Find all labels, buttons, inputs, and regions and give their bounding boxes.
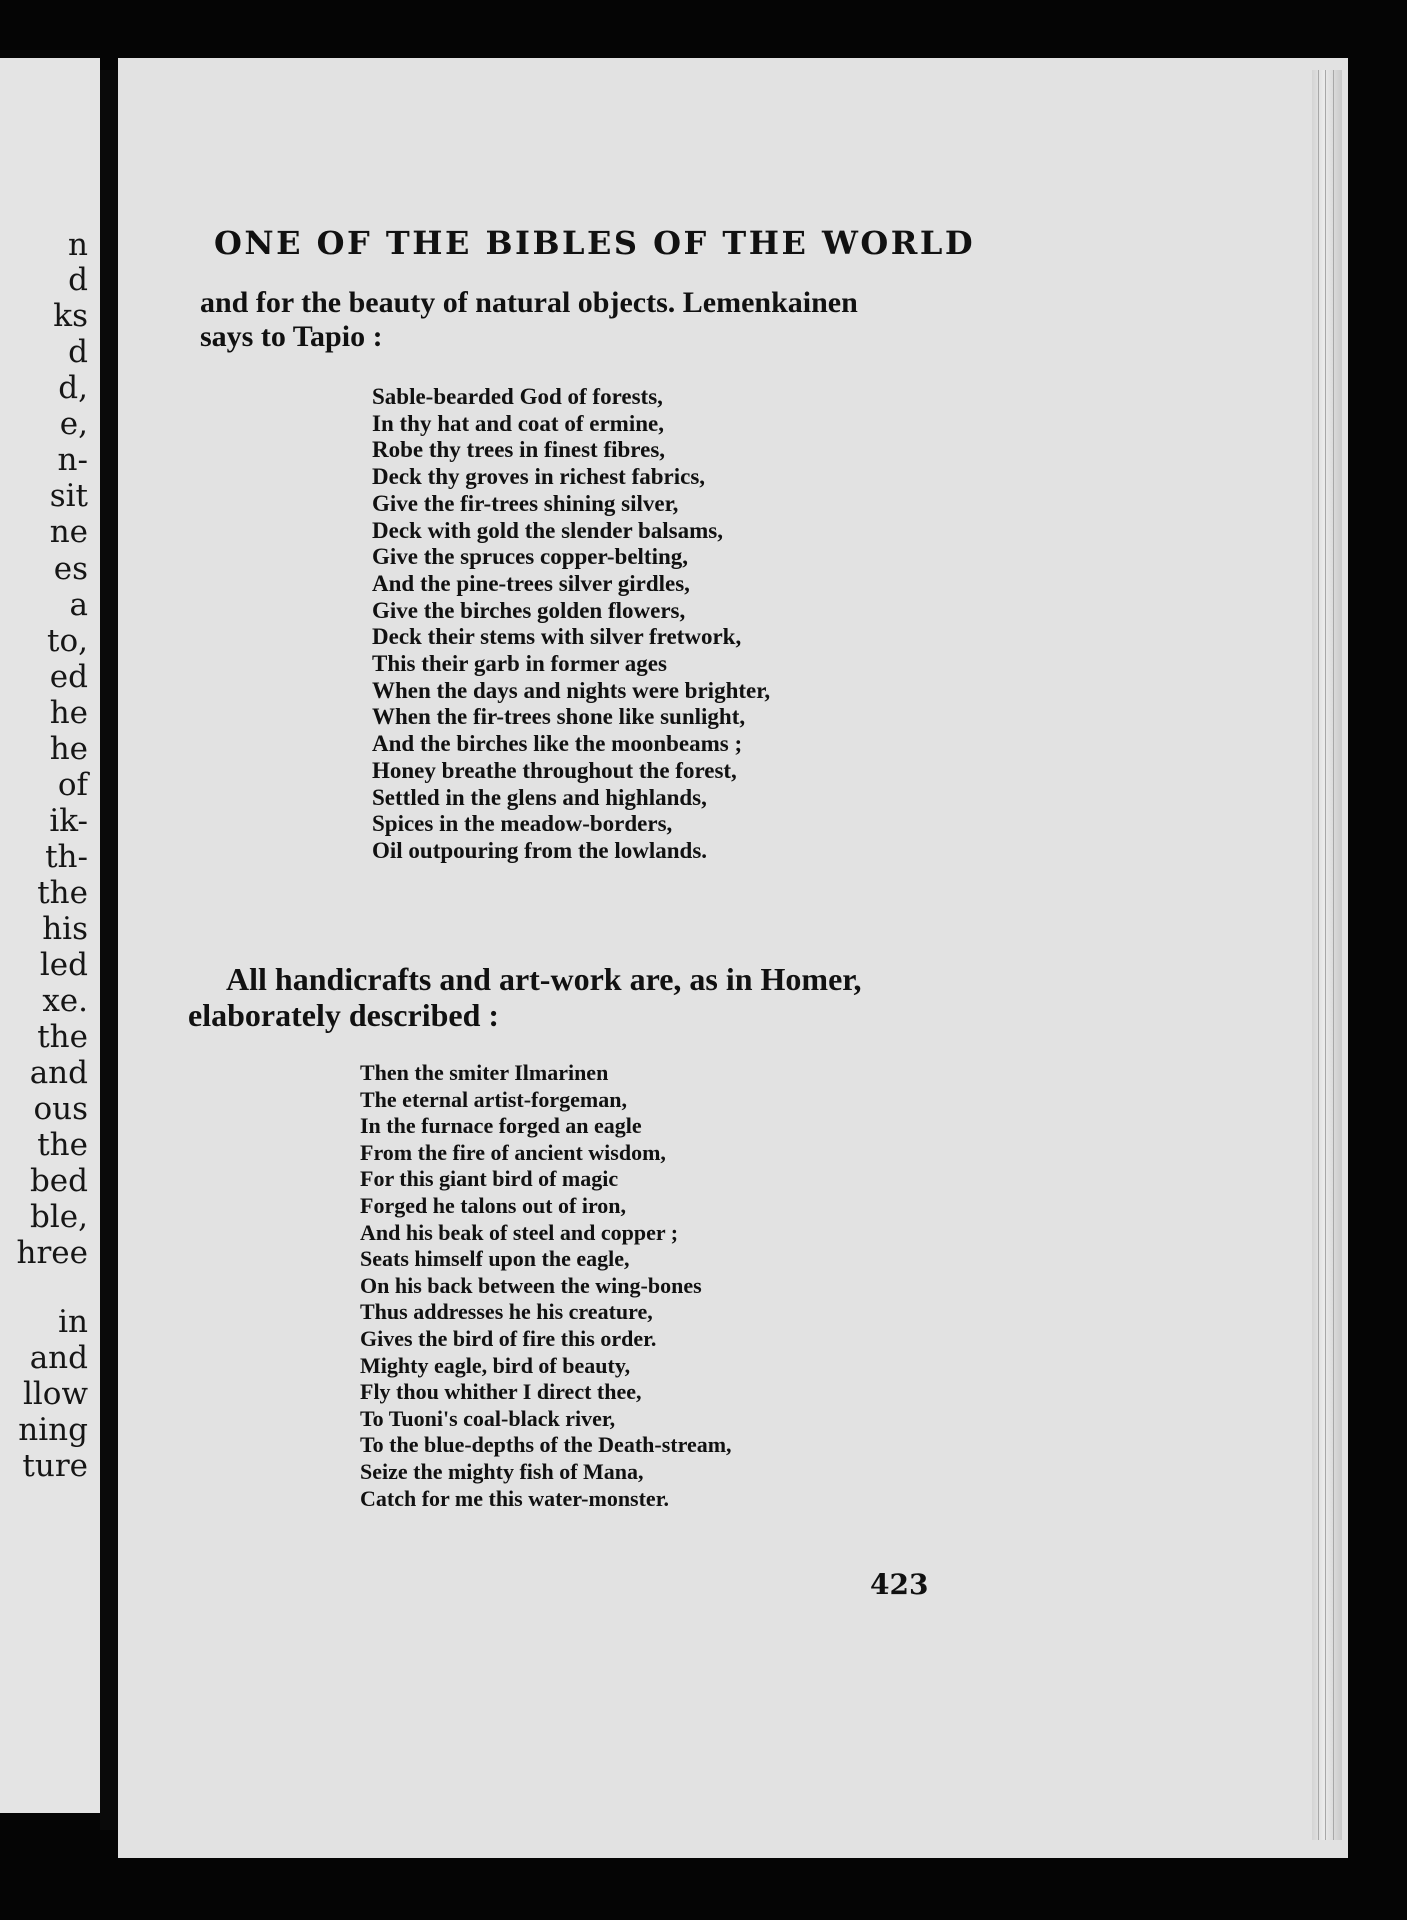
verse-block-tapio bbox=[372, 384, 770, 865]
intro-paragraph bbox=[200, 286, 1060, 354]
left-page-text-fragment: the bbox=[37, 1019, 88, 1055]
verse-line: Deck thy groves in richest fabrics, bbox=[372, 464, 706, 490]
book-gutter bbox=[100, 70, 118, 1830]
verse-line: Robe thy trees in finest fibres, bbox=[372, 437, 666, 463]
left-page-text-fragment: d bbox=[68, 262, 88, 298]
verse-line: Seats himself upon the eagle, bbox=[360, 1246, 630, 1272]
verse-line: Deck with gold the slender balsams, bbox=[372, 517, 723, 543]
left-page-text-fragment: xe. bbox=[42, 983, 88, 1019]
left-page-text-fragment: in bbox=[58, 1304, 88, 1340]
verse-line: Fly thou whither I direct thee, bbox=[360, 1379, 642, 1405]
left-page-text-fragment: d, bbox=[58, 370, 88, 406]
intro-line-1: and for the beauty of natural objects. Lemenkainen bbox=[200, 286, 858, 319]
left-page-text-fragment: ture bbox=[22, 1448, 88, 1484]
left-page-text-fragment: sit bbox=[49, 478, 88, 514]
left-page-text-fragment: ed bbox=[49, 659, 88, 695]
left-page-text-fragment: llow bbox=[22, 1376, 88, 1412]
page-number: 423 bbox=[870, 1568, 929, 1601]
left-page-text-fragment: ous bbox=[33, 1091, 88, 1127]
verse-line: To the blue-depths of the Death-stream, bbox=[360, 1432, 732, 1458]
verse-line: Oil outpouring from the lowlands. bbox=[372, 837, 708, 863]
left-page-text-fragment: his bbox=[42, 911, 88, 947]
verse-line: Gives the bird of fire this order. bbox=[360, 1325, 657, 1351]
left-page-text-fragment: n bbox=[68, 227, 88, 263]
verse-line: In the furnace forged an eagle bbox=[360, 1113, 642, 1139]
running-header: ONE OF THE BIBLES OF THE WORLD bbox=[214, 224, 976, 262]
verse-line: And the birches like the moonbeams ; bbox=[372, 731, 743, 757]
left-page-text-fragment: a bbox=[69, 587, 88, 623]
left-page-text-fragment: ble, bbox=[30, 1199, 88, 1235]
left-page-text-fragment: d bbox=[68, 334, 88, 370]
left-page-text-fragment: n- bbox=[57, 442, 88, 478]
left-page-text-fragment: he bbox=[49, 695, 88, 731]
verse-line: From the fire of ancient wisdom, bbox=[360, 1139, 666, 1165]
verse-line: Catch for me this water-monster. bbox=[360, 1485, 669, 1511]
verse-line: And his beak of steel and copper ; bbox=[360, 1219, 679, 1245]
left-page-text-fragment: ning bbox=[18, 1412, 88, 1448]
verse-line: When the fir-trees shone like sunlight, bbox=[372, 704, 746, 730]
verse-line: Give the birches golden flowers, bbox=[372, 597, 686, 623]
para2-line-2: elaborately described : bbox=[188, 997, 500, 1033]
verse-line: On his back between the wing-bones bbox=[360, 1272, 702, 1298]
left-page-text-fragment: the bbox=[37, 875, 88, 911]
verse-line: Deck their stems with silver fretwork, bbox=[372, 624, 742, 650]
left-page-text-fragment: bed bbox=[29, 1163, 88, 1199]
left-page-text-fragment: ne bbox=[49, 514, 88, 550]
verse-line: Honey breathe throughout the forest, bbox=[372, 757, 737, 783]
verse-line: Spices in the meadow-borders, bbox=[372, 811, 673, 837]
verse-line: When the days and nights were brighter, bbox=[372, 677, 771, 703]
left-page-text-fragment: ks bbox=[53, 298, 88, 334]
left-page-text-fragment: e, bbox=[59, 406, 88, 442]
left-page-text-fragment: of bbox=[57, 767, 88, 803]
verse-block-ilmarinen bbox=[360, 1060, 732, 1512]
verse-line: Mighty eagle, bird of beauty, bbox=[360, 1352, 631, 1378]
verse-line: To Tuoni's coal-black river, bbox=[360, 1405, 616, 1431]
left-page-text-fragment: and bbox=[29, 1055, 88, 1091]
verse-line: For this giant bird of magic bbox=[360, 1166, 619, 1192]
left-page-text-fragment: the bbox=[37, 1127, 88, 1163]
left-page-text-fragment: th- bbox=[45, 839, 88, 875]
verse-line: Settled in the glens and highlands, bbox=[372, 784, 707, 810]
verse-line: Forged he talons out of iron, bbox=[360, 1192, 627, 1218]
verse-line: Then the smiter Ilmarinen bbox=[360, 1060, 609, 1085]
left-page-text-fragment: led bbox=[39, 947, 88, 983]
page-edge bbox=[1312, 70, 1342, 1840]
left-page-text-fragment: and bbox=[29, 1340, 88, 1376]
verse-line: This their garb in former ages bbox=[372, 651, 667, 677]
intro-line-2: says to Tapio : bbox=[200, 320, 383, 353]
left-page-fragment bbox=[0, 58, 100, 1813]
verse-line: The eternal artist-forgeman, bbox=[360, 1086, 627, 1112]
verse-line: In thy hat and coat of ermine, bbox=[372, 410, 664, 436]
handicrafts-paragraph bbox=[188, 961, 1048, 1033]
left-page-text-fragment: to, bbox=[47, 623, 88, 659]
left-page-text-fragment: ik- bbox=[49, 803, 88, 839]
verse-line: Give the fir-trees shining silver, bbox=[372, 490, 679, 516]
verse-line: Sable-bearded God of forests, bbox=[372, 384, 663, 409]
verse-line: Give the spruces copper-belting, bbox=[372, 544, 689, 570]
verse-line: Thus addresses he his creature, bbox=[360, 1299, 653, 1325]
para2-line-1: All handicrafts and art-work are, as in Homer, bbox=[226, 961, 862, 997]
verse-line: Seize the mighty fish of Mana, bbox=[360, 1458, 644, 1484]
left-page-text-fragment: he bbox=[49, 731, 88, 767]
left-page-text-fragment: hree bbox=[16, 1235, 88, 1271]
verse-line: And the pine-trees silver girdles, bbox=[372, 570, 690, 596]
left-page-text-fragment: es bbox=[53, 551, 88, 587]
